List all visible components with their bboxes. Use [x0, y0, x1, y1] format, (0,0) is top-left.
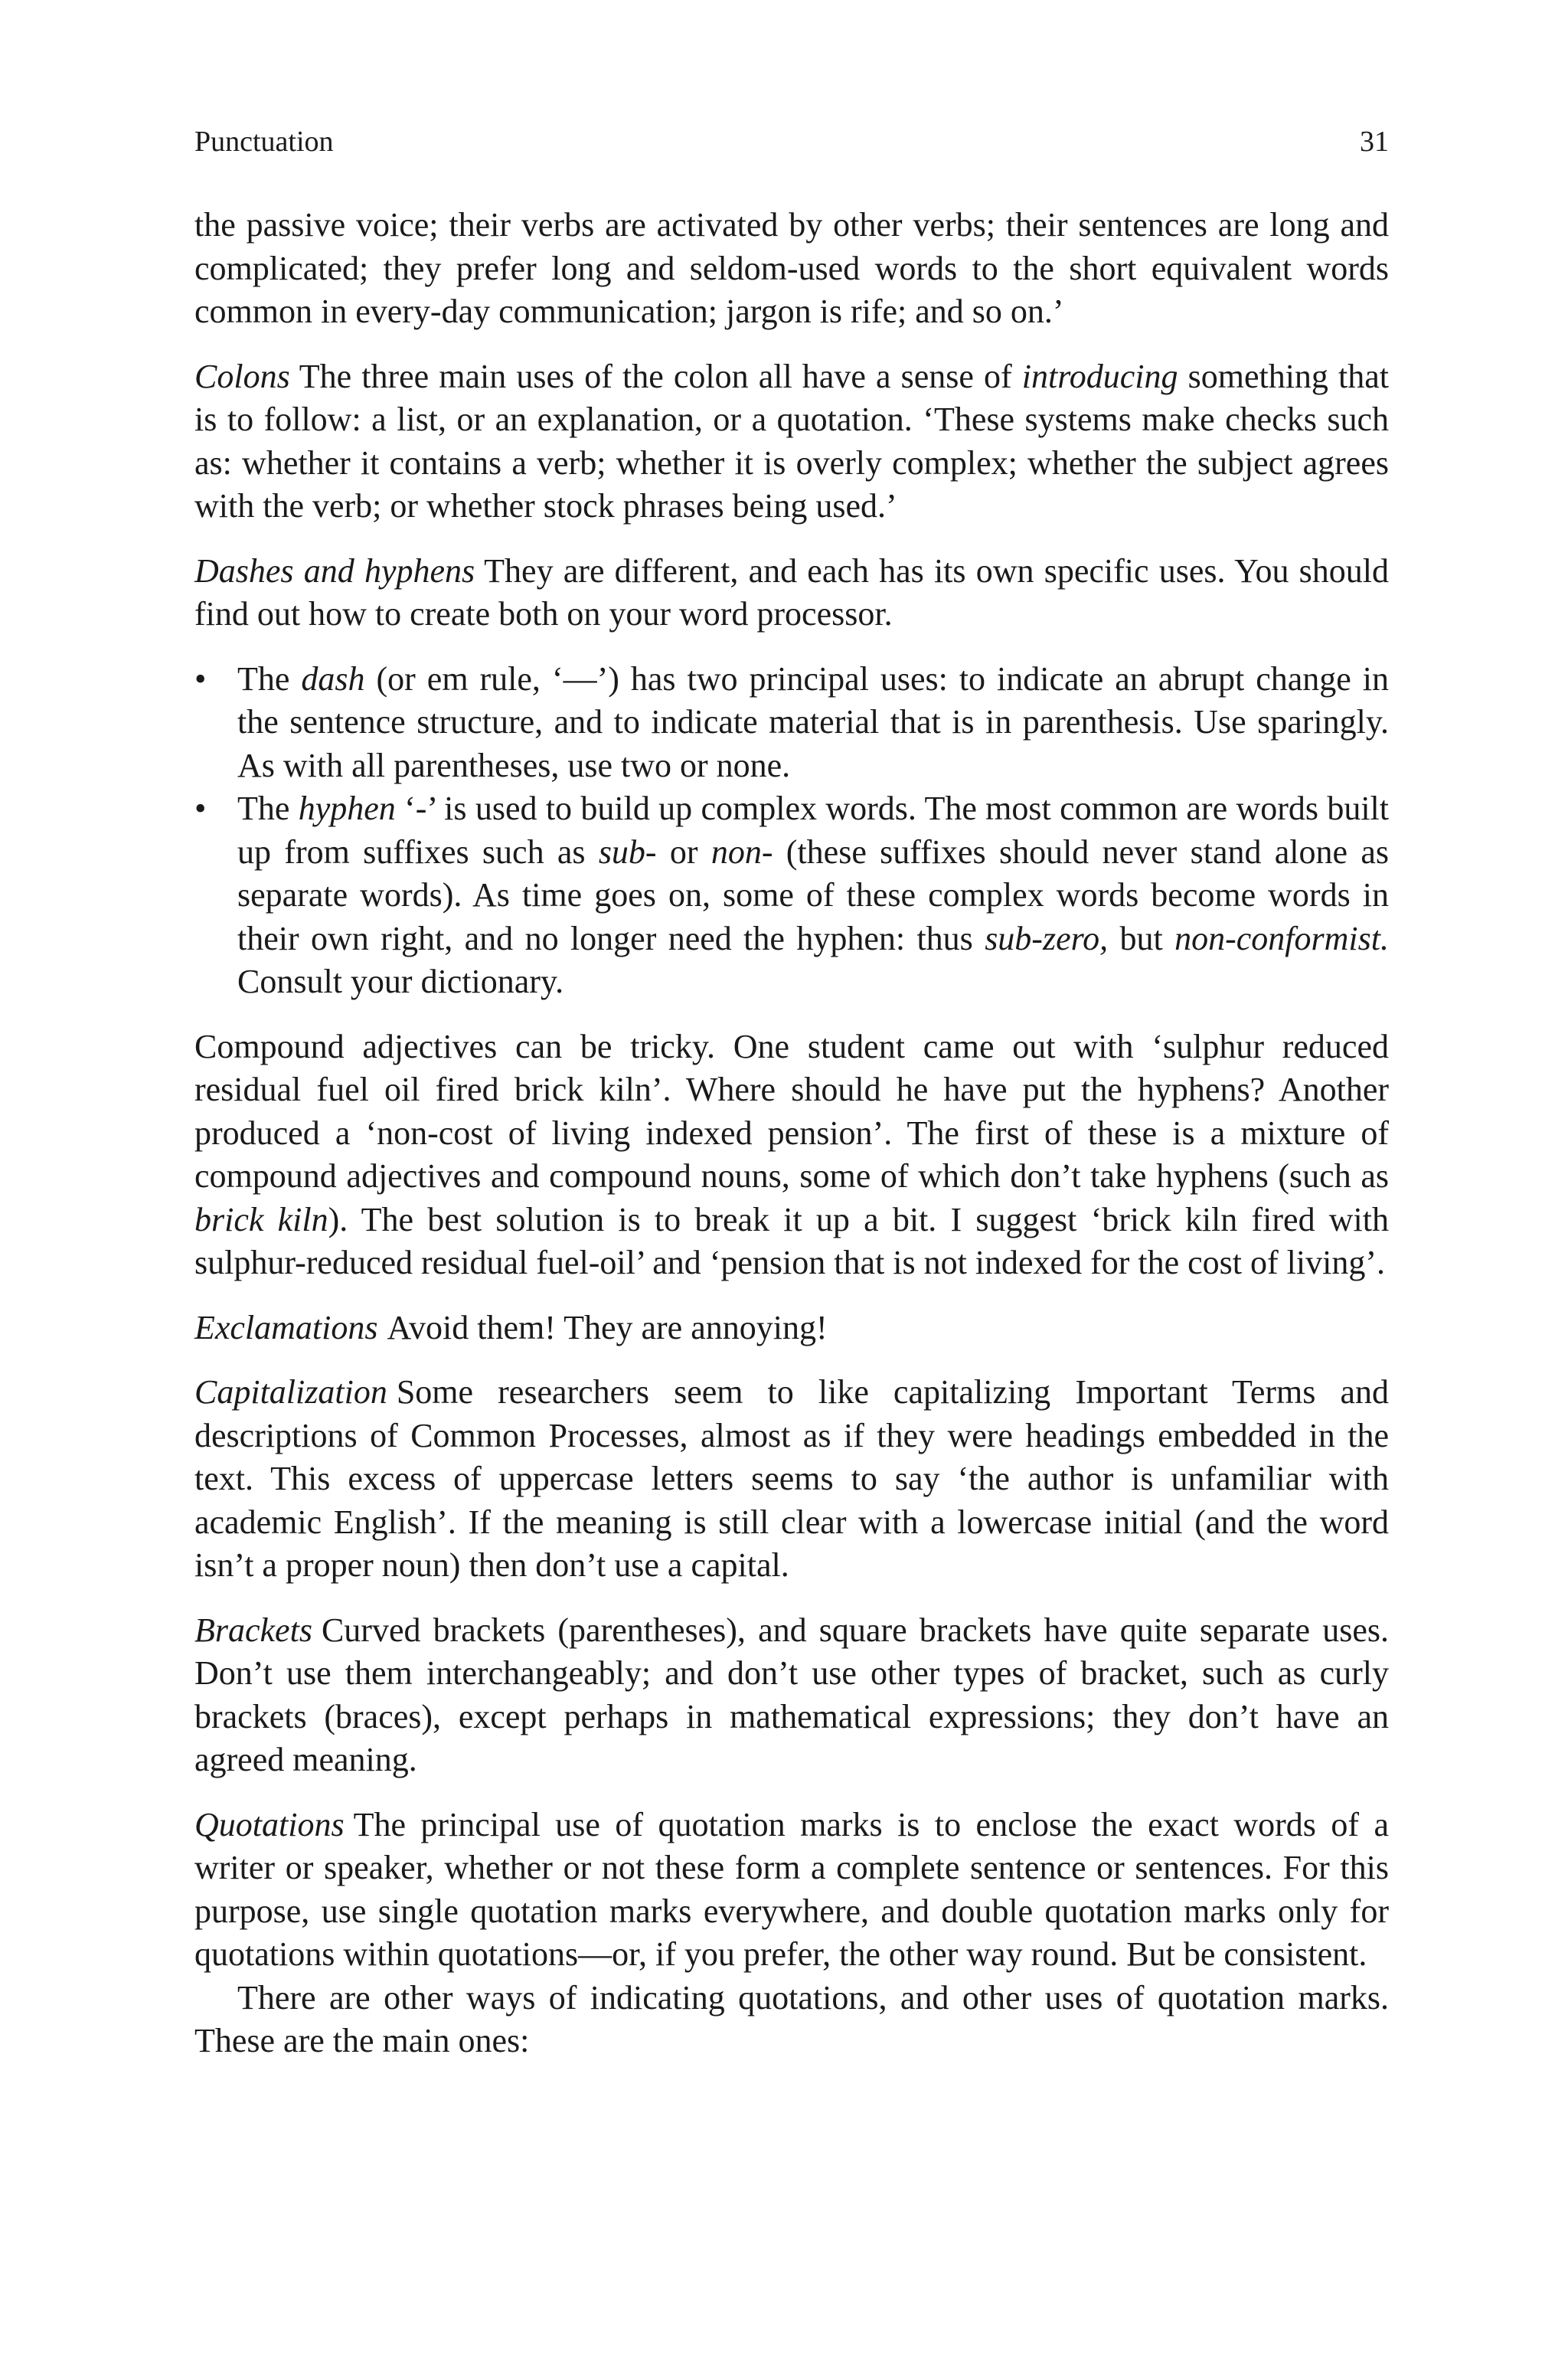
run-in-heading-quotations: Quotations: [194, 1805, 345, 1843]
bullet-icon: •: [194, 790, 207, 827]
bullet-item-dash: • The dash (or em rule, ‘—’) has two principal uses: to indicate an abrupt change in the sentence structure, and to indicate material that is in parenthesis. Use sparingly. As with all parentheses, use two or none.: [194, 658, 1389, 788]
paragraph-exclamations: Exclamations Avoid them! They are annoying!: [194, 1308, 828, 1346]
run-in-heading-capitalization: Capitalization: [194, 1373, 387, 1411]
run-in-heading-exclamations: Exclamations: [194, 1308, 378, 1346]
bullet-list: [194, 658, 1389, 1004]
paragraph-continuation: the passive voice; their verbs are activated by other verbs; their sentences are long and complicated; they prefer long and seldom-used words to the short equivalent words common in every-day communication; jargon is rife; and so on.’: [194, 206, 1389, 330]
running-head: Punctuation: [194, 126, 334, 158]
page-number: 31: [1360, 126, 1389, 158]
page-body: [194, 204, 1389, 2063]
paragraph-compound-adjectives: Compound adjectives can be tricky. One student came out with ‘sulphur reduced residual fuel oil fired brick kiln’. Where should he have put the hyphens? Another produced a ‘non-cost of living indexed pension’. The first of these is a mixture of compound adjectives and compound nouns, some of which don’t take hyphens (such as brick kiln). The best solution is to break it up a bit. I suggest ‘brick kiln fired with sulphur-reduced residual fuel-oil’ and ‘pension that is not indexed for the cost of living’.: [194, 1027, 1389, 1281]
run-in-heading-dashes: Dashes and hyphens: [194, 551, 475, 590]
paragraph-colons: Colons The three main uses of the colon all have a sense of introducing something that is to follow: a list, or an explanation, or a quotation. ‘These systems make checks such as: whether it contains a verb; whether it is overly complex; whether the subject agrees with the verb; or whether stock phrases being used.’: [194, 357, 1390, 525]
paragraph-brackets: Brackets Curved brackets (parentheses), and square brackets have quite separate uses. Don’t use them interchangeably; and don’t use other types of bracket, such as curly brackets (braces), except perhaps in mathematical expressions; they don’t have an agreed meaning.: [194, 1611, 1389, 1778]
bullet-icon: •: [194, 659, 207, 698]
paragraph-quotations-follow: There are other ways of indicating quotations, and other uses of quotation marks. These are the main ones:: [194, 1978, 1389, 2059]
paragraph-dashes-hyphens: Dashes and hyphens They are different, and each has its own specific uses. You should find out how to create both on your word processor.: [194, 551, 1390, 633]
run-in-heading-brackets: Brackets: [194, 1611, 312, 1649]
run-in-heading-colons: Colons: [194, 357, 290, 395]
bullet-item-hyphen: • The hyphen ‘-’ is used to build up complex words. The most common are words built up from suffixes such as sub- or non- (these suffixes should never stand alone as separate words). As time goes on, some of these complex words become words in their own right, and no longer need the hyphen: thus sub-zero, but non-conformist. Consult your dictionary.: [194, 787, 1389, 1004]
running-header: [194, 123, 1389, 161]
paragraph-capitalization: Capitalization Some researchers seem to like capitalizing Important Terms and descriptions of Common Processes, almost as if they were headings embedded in the text. This excess of uppercase letters seems to say ‘the author is unfamiliar with academic English’. If the meaning is still clear with a lowercase initial (and the word isn’t a proper noun) then don’t use a capital.: [194, 1373, 1389, 1584]
paragraph-quotations: Quotations The principal use of quotation marks is to enclose the exact words of a writer or speaker, whether or not these form a complete sentence or sentences. For this purpose, use single quotation marks everywhere, and double quotation marks only for quotations within quotations—or, if you prefer, the other way round. But be consistent.: [194, 1805, 1389, 1973]
